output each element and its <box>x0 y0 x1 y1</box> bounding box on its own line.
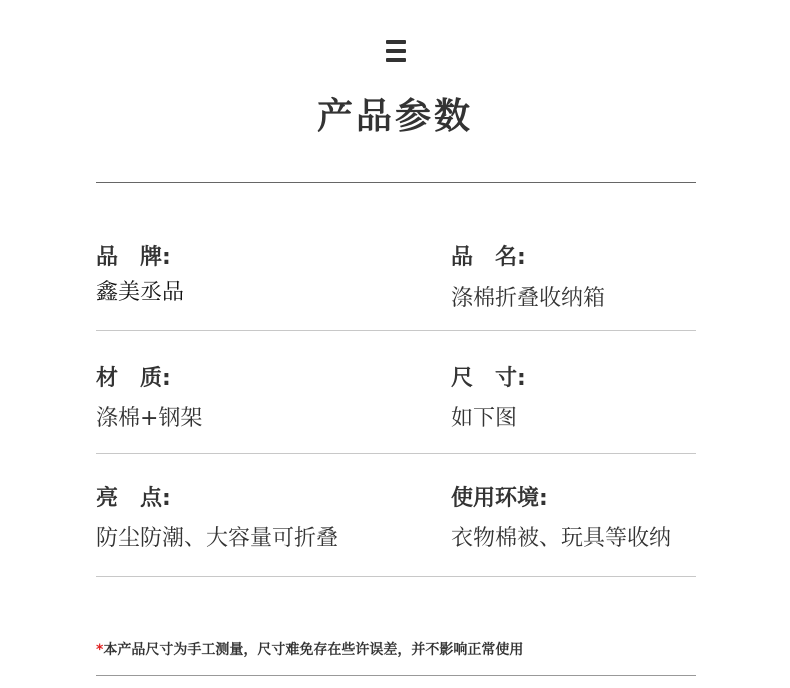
material-value: 涤棉+钢架 <box>96 406 203 431</box>
measurement-note <box>96 639 523 659</box>
top-divider <box>96 182 696 183</box>
row-divider <box>96 453 696 454</box>
material-label: 材 质: <box>96 366 171 391</box>
usage-label: 使用环境: <box>451 486 548 511</box>
note-asterisk: * <box>96 642 104 658</box>
bottom-divider <box>96 675 696 676</box>
page-title: 产品参数 <box>316 96 473 137</box>
row-divider <box>96 576 696 577</box>
size-value: 如下图 <box>451 406 518 431</box>
brand-label: 品 牌: <box>96 245 171 270</box>
usage-value: 衣物棉被、玩具等收纳 <box>451 526 672 551</box>
product-name-value: 涤棉折叠收纳箱 <box>451 286 606 311</box>
menu-icon <box>386 40 406 62</box>
size-label: 尺 寸: <box>451 366 526 391</box>
highlight-value: 防尘防潮、大容量可折叠 <box>96 526 339 551</box>
highlight-label: 亮 点: <box>96 486 171 511</box>
row-divider <box>96 330 696 331</box>
product-name-label: 品 名: <box>451 245 526 270</box>
note-text: 本产品尺寸为手工测量，尺寸难免存在些许误差，并不影响正常使用 <box>103 642 524 658</box>
brand-value: 鑫美丞品 <box>96 280 185 305</box>
